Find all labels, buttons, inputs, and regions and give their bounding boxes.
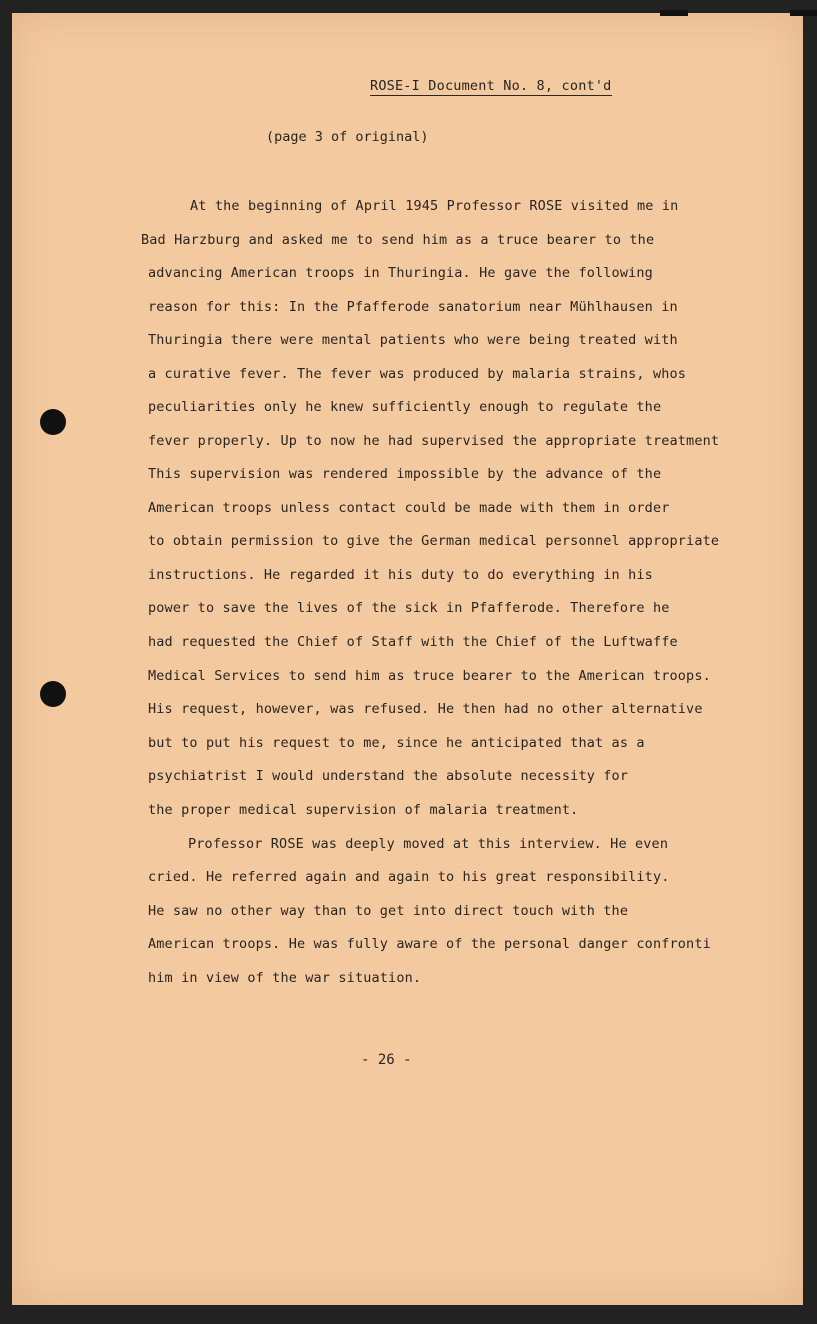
text-line: American troops. He was fully aware of the personal danger confronti: [148, 936, 711, 952]
punch-hole: [40, 409, 66, 435]
text-line: Thuringia there were mental patients who were being treated with: [148, 332, 678, 348]
binding-mark: [660, 10, 688, 16]
text-line: to obtain permission to give the German medical personnel appropriate: [148, 533, 720, 549]
text-line: This supervision was rendered impossible by the advance of the: [148, 466, 662, 482]
text-line: At the beginning of April 1945 Professor ROSE visited me in: [190, 198, 679, 214]
text-line: him in view of the war situation.: [148, 970, 422, 986]
text-line: psychiatrist I would understand the absolute necessity for: [148, 768, 629, 784]
text-line: peculiarities only he knew sufficiently enough to regulate the: [148, 399, 662, 415]
document-reference: ROSE-I Document No. 8, cont'd: [370, 78, 612, 94]
text-line: Professor ROSE was deeply moved at this interview. He even: [188, 836, 669, 852]
text-line: cried. He referred again and again to his great responsibility.: [148, 869, 670, 885]
page-number: - 26 -: [361, 1052, 412, 1068]
text-line: Bad Harzburg and asked me to send him as a truce bearer to the: [141, 232, 655, 248]
text-line: the proper medical supervision of malaria treatment.: [148, 802, 579, 818]
text-line: reason for this: In the Pfafferode sanatorium near Mühlhausen in: [148, 299, 678, 315]
punch-hole: [40, 681, 66, 707]
text-line: instructions. He regarded it his duty to do everything in his: [148, 567, 653, 583]
binding-mark: [790, 10, 817, 16]
text-line: His request, however, was refused. He then had no other alternative: [148, 701, 703, 717]
text-line: Medical Services to send him as truce bearer to the American troops.: [148, 668, 711, 684]
text-line: fever properly. Up to now he had supervised the appropriate treatment: [148, 433, 720, 449]
text-line: advancing American troops in Thuringia. He gave the following: [148, 265, 653, 281]
page-note: (page 3 of original): [266, 129, 429, 145]
text-line: had requested the Chief of Staff with the Chief of the Luftwaffe: [148, 634, 678, 650]
text-line: power to save the lives of the sick in Pfafferode. Therefore he: [148, 600, 670, 616]
text-line: American troops unless contact could be made with them in order: [148, 500, 670, 516]
text-line: but to put his request to me, since he anticipated that as a: [148, 735, 645, 751]
text-line: a curative fever. The fever was produced by malaria strains, whos: [148, 366, 687, 382]
text-line: He saw no other way than to get into direct touch with the: [148, 903, 629, 919]
